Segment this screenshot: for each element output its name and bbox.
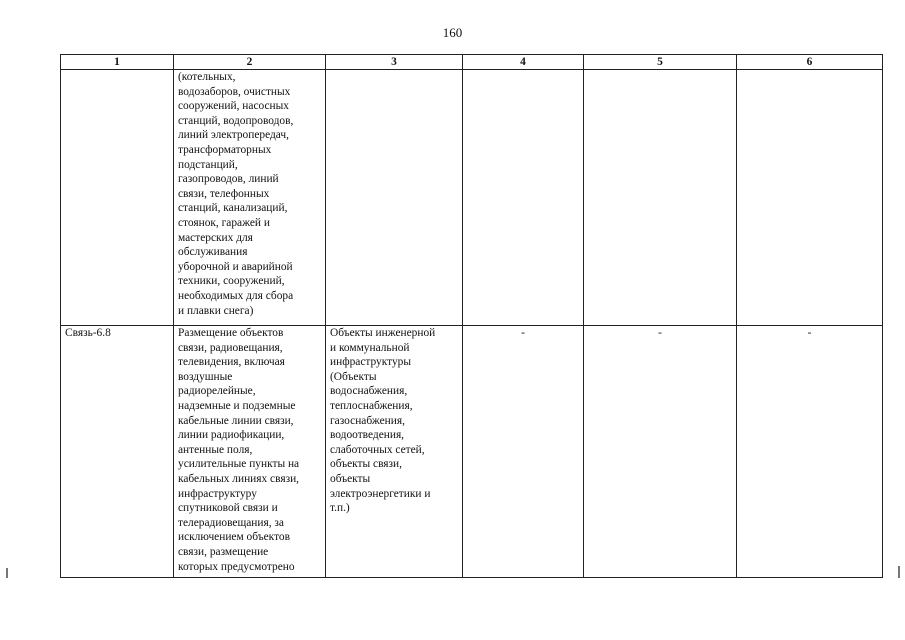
table-header-row [61, 55, 883, 70]
column-header-5: 5 [584, 55, 737, 70]
table-cell-col6 [737, 70, 883, 326]
column-header-3: 3 [326, 55, 463, 70]
table-cell-description [174, 326, 326, 578]
page-number: 160 [442, 25, 463, 40]
document-table [60, 54, 883, 578]
cell-dash: - [807, 327, 812, 339]
table-cell-col5 [584, 70, 737, 326]
table-cell-objects [326, 70, 463, 326]
table-cell-col4 [463, 326, 584, 578]
scan-artifact-left [6, 568, 8, 578]
table-cell-col5 [584, 326, 737, 578]
scan-artifact-right [898, 566, 900, 578]
table-cell-col4 [463, 70, 584, 326]
table-row [61, 326, 883, 578]
table-row [61, 70, 883, 326]
cell-description-text: (котельных, водозаборов, очистных сооружений, насосных станций, водопроводов, линий электропередач, трансформаторных подстанций, газопроводов, линий связи, телефонных станций, канализаций, стоянок, гаражей и мастерских для обслуживания уборочной и аварийной техники, сооружений, необходимых для сбора и плавки снега) [178, 71, 294, 317]
column-header-4: 4 [463, 55, 584, 70]
table-cell-description [174, 70, 326, 326]
table-cell-code [61, 70, 174, 326]
cell-description-text: Размещение объектов связи, радиовещания, телевидения, включая воздушные радиорелейные, надземные и подземные кабельные линии связи, линии радиофикации, антенные поля, усилительные пункты на кабельных линиях связи, инфраструктуру спутниковой связи и телерадиовещания, за исключением объектов связи, размещение которых предусмотрено [178, 327, 300, 573]
column-header-2: 2 [174, 55, 326, 70]
column-header-6: 6 [737, 55, 883, 70]
cell-code-text: Связь-6.8 [65, 327, 111, 339]
cell-dash: - [658, 327, 662, 339]
column-header-1: 1 [61, 55, 174, 70]
table-cell-objects [326, 326, 463, 578]
table-cell-col6 [737, 326, 883, 578]
table-cell-code [61, 326, 174, 578]
cell-objects-text: Объекты инженерной и коммунальной инфраструктуры (Объекты водоснабжения, теплоснабжения, газоснабжения, водоотведения, слаботочных сетей, объекты связи, объекты электроэнергетики и т.п.) [330, 327, 436, 515]
cell-dash: - [521, 327, 525, 339]
